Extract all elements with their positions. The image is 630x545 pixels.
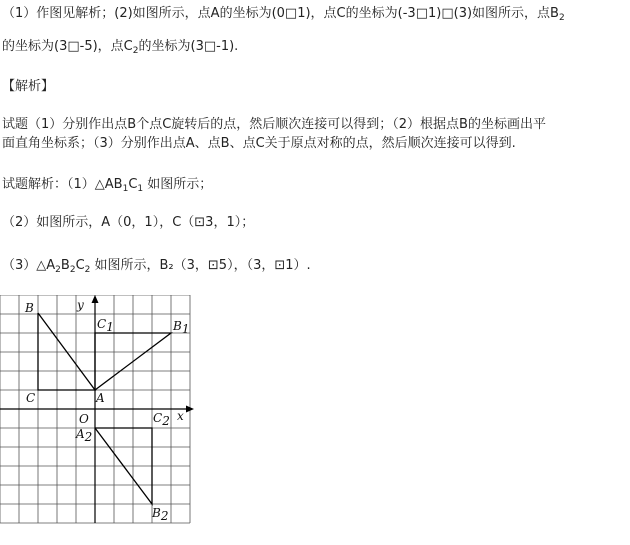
solution-text-1c: 如图所示； bbox=[143, 177, 213, 192]
label-a2 bbox=[75, 427, 92, 444]
label-c1-sub: 1 bbox=[106, 320, 114, 334]
label-b: B bbox=[25, 301, 34, 315]
label-c: C bbox=[26, 391, 36, 405]
label-b1-sub: 1 bbox=[181, 322, 190, 336]
label-c1-main: C bbox=[97, 317, 107, 331]
triangle-abc bbox=[38, 313, 95, 390]
label-a2-main: A bbox=[76, 427, 85, 441]
solution-text-3b: B bbox=[60, 258, 70, 273]
coordinate-figure bbox=[0, 295, 200, 527]
glyph-box: □ bbox=[415, 6, 428, 21]
answer-text-1a: （1）作图见解析；(2)如图所示，点A的坐标为(0 bbox=[2, 6, 285, 21]
answer-text-2d: -1). bbox=[216, 39, 239, 54]
answer-text-2c: 的坐标为(3 bbox=[138, 39, 204, 54]
subscript: 2 bbox=[69, 265, 76, 275]
subscript: 1 bbox=[137, 184, 144, 194]
label-b2 bbox=[151, 506, 168, 523]
y-axis-arrow bbox=[92, 295, 99, 303]
solution-line-1 bbox=[2, 177, 212, 193]
subscript: 1 bbox=[122, 184, 129, 194]
glyph-box: □ bbox=[284, 6, 298, 21]
label-o: O bbox=[79, 412, 89, 426]
label-b2-main: B bbox=[152, 506, 161, 520]
label-c1 bbox=[97, 317, 114, 334]
solution-line-3 bbox=[2, 258, 311, 274]
label-a: A bbox=[96, 391, 105, 405]
analysis-heading: 【解析】 bbox=[2, 79, 55, 94]
label-c2-sub: 2 bbox=[162, 414, 170, 428]
subscript: 2 bbox=[132, 46, 139, 56]
label-y: y bbox=[77, 298, 84, 312]
answer-text-1d: (3)如图所示，点B bbox=[453, 6, 559, 21]
analysis-line-1: 试题（1）分别作出点B个点C旋转后的点，然后顺次连接可以得到；（2）根据点B的坐标画出平 bbox=[2, 117, 546, 132]
solution-text-3d: 如图所示，B₂（3，⊡5），（3，⊡1）. bbox=[90, 258, 311, 273]
glyph-box: □ bbox=[203, 39, 217, 54]
answer-text-1b: 1)，点C的坐标为(-3 bbox=[297, 6, 416, 21]
solution-text-1b: C bbox=[128, 177, 138, 192]
answer-text-1c: 1) bbox=[427, 6, 442, 21]
subscript: 2 bbox=[558, 13, 565, 23]
answer-line-1 bbox=[2, 6, 565, 22]
glyph-box: □ bbox=[441, 6, 454, 21]
label-b1 bbox=[172, 319, 189, 336]
point-labels bbox=[24, 298, 189, 523]
solution-text-3a: （3）△A bbox=[2, 258, 56, 273]
solution-text-3c: C bbox=[75, 258, 85, 273]
answer-text-2a: 的坐标为(3 bbox=[2, 39, 68, 54]
label-x: x bbox=[177, 409, 184, 423]
answer-text-2b: -5)，点C bbox=[79, 39, 133, 54]
solution-line-2: （2）如图所示，A（0，1），C（⊡3，1）； bbox=[2, 215, 255, 230]
glyph-box: □ bbox=[67, 39, 80, 54]
analysis-line-2: 面直角坐标系；（3）分别作出点A、点B、点C关于原点对称的点，然后顺次连接可以得到. bbox=[2, 136, 516, 151]
solution-text-1a: 试题解析：（1）△AB bbox=[2, 177, 123, 192]
subscript: 2 bbox=[55, 265, 61, 275]
answer-line-2 bbox=[2, 39, 238, 55]
label-b1-main: B bbox=[173, 319, 182, 333]
subscript: 2 bbox=[84, 265, 91, 275]
label-c2-main: C bbox=[153, 411, 163, 425]
label-b2-sub: 2 bbox=[160, 509, 169, 523]
label-c2 bbox=[153, 411, 170, 428]
label-a2-sub: 2 bbox=[84, 430, 93, 444]
